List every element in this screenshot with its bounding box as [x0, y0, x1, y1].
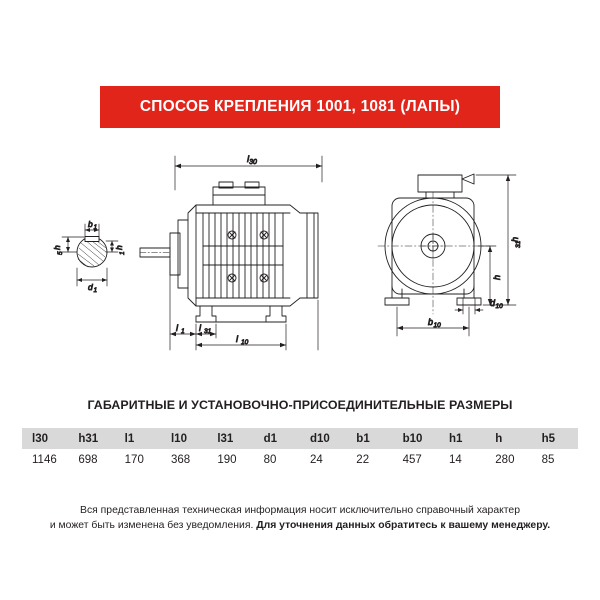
table-body — [22, 449, 578, 471]
table-cell: 14 — [448, 454, 462, 466]
label-h5: h — [52, 245, 62, 250]
column-header: h31 — [78, 432, 99, 445]
label-l10: l — [236, 334, 238, 344]
svg-text:10: 10 — [241, 339, 249, 346]
dimension-group-front — [397, 175, 516, 336]
label-b10: b — [428, 317, 434, 327]
svg-text:10: 10 — [495, 303, 503, 310]
svg-text:31: 31 — [515, 240, 522, 248]
label-l30: l — [246, 154, 250, 165]
label-l1: l — [176, 323, 178, 333]
column-header: b10 — [402, 432, 423, 445]
table-cell: 280 — [495, 454, 515, 466]
column-header: l1 — [124, 432, 135, 445]
table-cell: 170 — [124, 454, 144, 466]
label-d1: d — [88, 282, 93, 292]
disclaimer-line-1: Вся представленная техническая информация носит исключительно справочный характер — [80, 505, 520, 516]
svg-text:1: 1 — [181, 328, 185, 335]
label-h1: h — [114, 245, 124, 250]
table-cell: 24 — [309, 454, 323, 466]
label-h31: h — [510, 236, 520, 242]
column-header: b1 — [356, 432, 370, 445]
column-header: l30 — [32, 432, 48, 445]
disclaimer-line-2 — [30, 518, 570, 533]
disclaimer — [30, 503, 570, 533]
label-b1: b — [88, 219, 93, 229]
column-header: l31 — [217, 432, 234, 445]
label-d10: d — [490, 298, 496, 308]
table-head — [22, 428, 578, 449]
dimension-group-bottom — [170, 260, 318, 350]
table-row — [22, 449, 578, 471]
shaft-cross-section — [62, 224, 118, 286]
svg-text:10: 10 — [433, 322, 441, 329]
svg-text:1: 1 — [93, 224, 98, 231]
label-h: h — [492, 274, 502, 280]
column-header: d10 — [309, 432, 330, 445]
table-cell: 698 — [78, 454, 98, 466]
table-cell: 85 — [541, 454, 555, 466]
table-cell: 457 — [402, 454, 422, 466]
label-l31: l — [199, 323, 201, 333]
column-header: h — [495, 432, 503, 445]
column-header: h1 — [448, 432, 463, 445]
table-cell: 22 — [356, 454, 370, 466]
table-header-row — [22, 428, 578, 449]
column-header: h5 — [541, 432, 556, 445]
column-header: d1 — [263, 432, 278, 445]
table-cell: 368 — [170, 454, 191, 466]
table-cell: 190 — [217, 454, 237, 466]
drawing-svg — [0, 138, 600, 386]
svg-text:5: 5 — [57, 251, 64, 255]
technical-drawing — [0, 138, 600, 386]
svg-text:1: 1 — [119, 251, 126, 255]
page-title: СПОСОБ КРЕПЛЕНИЯ 1001, 1081 (ЛАПЫ) — [139, 98, 461, 115]
table-cell: 1146 — [32, 454, 57, 466]
disclaimer-line-2-plain: и может быть изменена без уведомления. — [49, 520, 257, 531]
dimensions-table — [22, 428, 578, 471]
svg-text:30: 30 — [249, 159, 257, 166]
column-header: l10 — [170, 432, 187, 445]
disclaimer-line-2-bold: Для уточнения данных обратитесь к вашему менеджеру. — [256, 520, 551, 531]
motor-side-view — [140, 182, 318, 322]
table-cell: 80 — [263, 454, 277, 466]
svg-text:31: 31 — [204, 328, 212, 335]
svg-text:1: 1 — [93, 287, 98, 294]
table-heading: ГАБАРИТНЫЕ И УСТАНОВОЧНО-ПРИСОЕДИНИТЕЛЬНЫЕ РАЗМЕРЫ — [87, 398, 513, 412]
motor-front-view — [378, 174, 490, 314]
title-banner — [100, 86, 500, 128]
